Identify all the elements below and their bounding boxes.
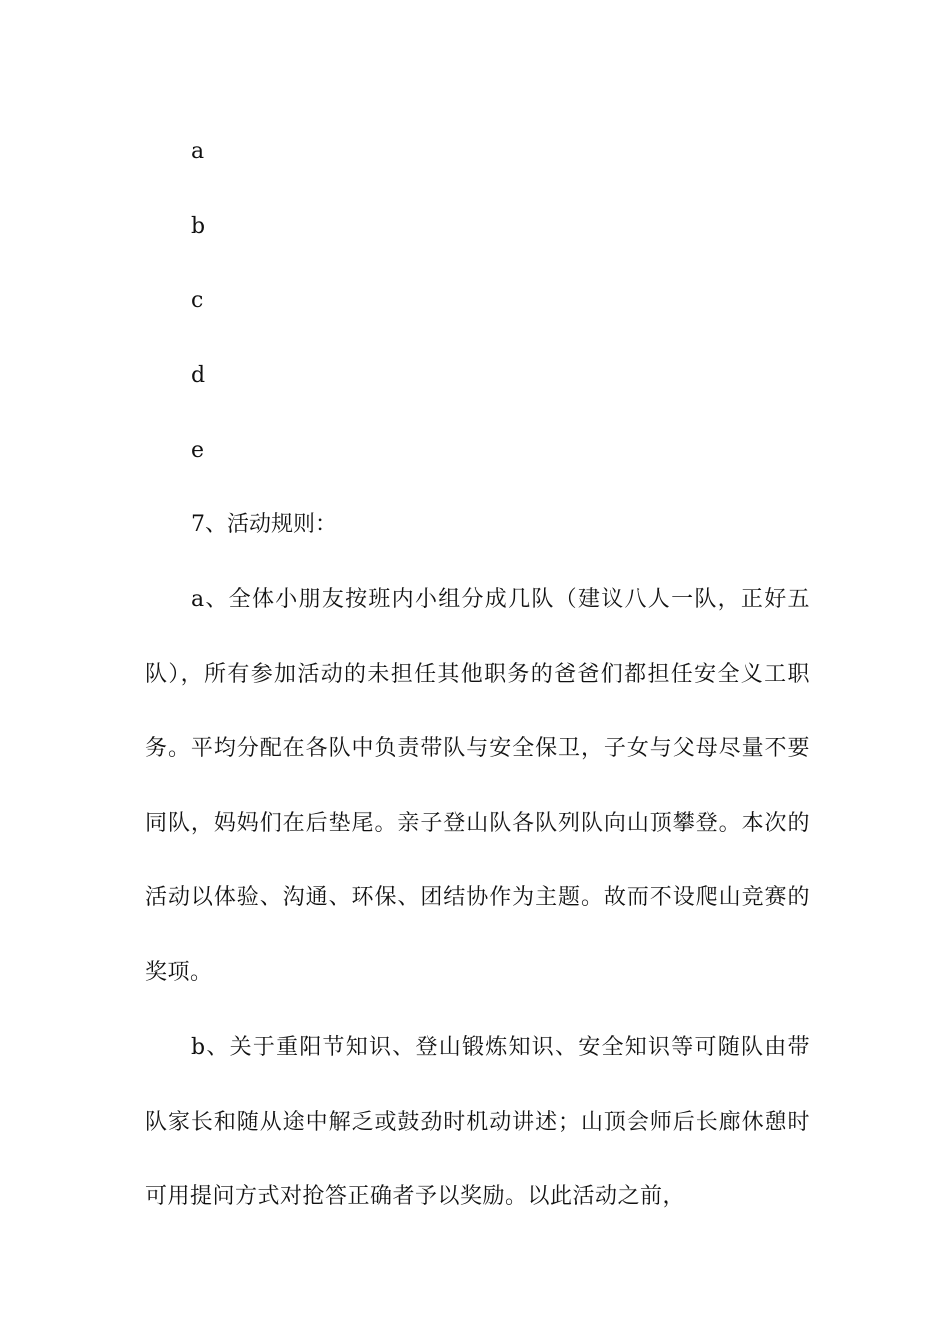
- list-item-b: b: [191, 214, 206, 239]
- list-item-e: e: [191, 438, 205, 463]
- paragraph-rule-b: b、关于重阳节知识、登山锻炼知识、安全知识等可随队由带队家长和随从途中解乏或鼓劲时机动讲述；山顶会师后长廊休憩时可用提问方式对抢答正确者予以奖励。以此活动之前，: [145, 1035, 810, 1209]
- section-heading: 7、活动规则：: [191, 512, 337, 537]
- list-item-d: d: [191, 363, 206, 388]
- paragraph-rule-a: a、全体小朋友按班内小组分成几队（建议八人一队，正好五队），所有参加活动的未担任其他职务的爸爸们都担任安全义工职务。平均分配在各队中负责带队与安全保卫，子女与父母尽量不要同队，妈妈们在后垫尾。亲子登山队各队列队向山顶攀登。本次的活动以体验、沟通、环保、团结协作为主题。故而不设爬山竞赛的奖项。: [145, 587, 810, 985]
- list-item-c: c: [191, 288, 204, 313]
- list-item-a: a: [191, 139, 205, 164]
